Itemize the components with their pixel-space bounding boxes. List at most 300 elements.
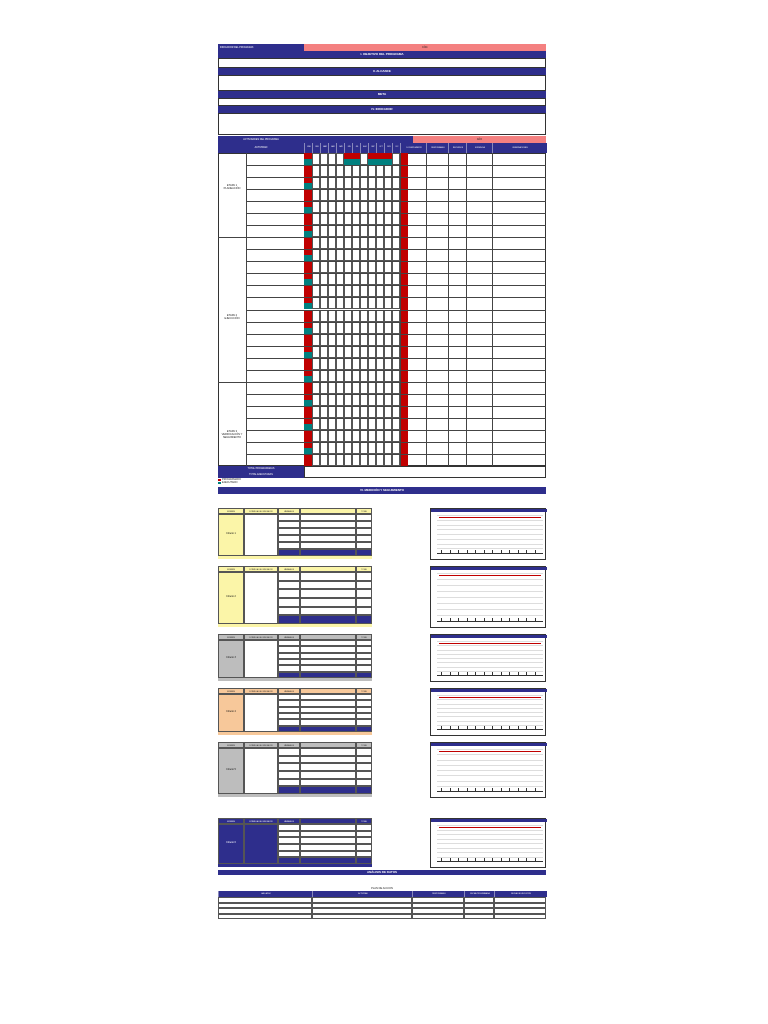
chart-tick (450, 550, 451, 554)
variable-cell (278, 837, 300, 844)
chart-tick (535, 550, 536, 554)
row-divider (246, 285, 546, 286)
chart-tick (492, 672, 493, 676)
chart-tick (441, 788, 442, 792)
total-cell (356, 542, 372, 549)
month-header: MAY (336, 143, 345, 153)
phase-divider (218, 237, 246, 238)
value-cell (300, 786, 356, 794)
value-cell (300, 581, 356, 590)
target-label: META (218, 91, 546, 98)
value-cell (300, 851, 356, 858)
indicator-chart (430, 818, 546, 868)
chart-tick (467, 858, 468, 862)
indicator-header-cell: VARIABLES (278, 742, 300, 748)
chart-tick (501, 858, 502, 862)
responsible-title: IV. INDICADOR (218, 106, 546, 113)
indicator-name-cell (218, 572, 244, 624)
indicator-header-cell: TOTAL (356, 634, 372, 640)
chart-tick (458, 858, 459, 862)
variable-cell (278, 535, 300, 542)
variable-cell (278, 572, 300, 581)
value-cell (300, 771, 356, 779)
indicator-formula-cell (244, 694, 278, 732)
indicator-chart (430, 688, 546, 736)
indicator-footer (218, 864, 372, 867)
month-header: ABR (328, 143, 337, 153)
chart-tick (509, 672, 510, 676)
analysis-title: ANÁLISIS DE DATOS (218, 870, 546, 875)
total-cell (356, 779, 372, 787)
chart-tick (535, 788, 536, 792)
variable-cell (278, 615, 300, 624)
indicator-block (218, 508, 546, 560)
value-cell (300, 857, 356, 864)
total-programmed: TOTAL PROGRAMADAS (218, 466, 304, 472)
chart-tick (484, 788, 485, 792)
total-cell (356, 607, 372, 616)
indicator-header-cell: VARIABLES (278, 634, 300, 640)
variable-cell (278, 542, 300, 549)
indicator-footer (218, 732, 372, 735)
row-divider (246, 334, 546, 335)
row-divider (246, 201, 546, 202)
variable-cell (278, 824, 300, 831)
chart-tick (467, 672, 468, 676)
chart-tick (484, 672, 485, 676)
indicator-block (218, 742, 546, 798)
chart-tick (509, 726, 510, 730)
value-cell (300, 528, 356, 535)
chart-tick (467, 726, 468, 730)
indicator-header-cell: TOTAL (356, 742, 372, 748)
chart-title-bar (431, 689, 547, 692)
chart-target-line (439, 575, 541, 576)
indicator-formula-cell (244, 748, 278, 794)
chart-tick (484, 550, 485, 554)
indicator-header-cell: FÓRMULA DEL INDICADOR (244, 818, 278, 824)
chart-tick (475, 858, 476, 862)
chart-tick (467, 550, 468, 554)
total-executed: TOTAL EJECUTADAS (218, 472, 304, 478)
chart-tick (475, 550, 476, 554)
schedule-right-header: EVIDENCIA (466, 143, 493, 153)
indicator-footer (218, 678, 372, 681)
chart-tick (441, 618, 442, 622)
indicator-row-label: Criterio 6 (226, 841, 236, 844)
indicator-name-cell (218, 514, 244, 556)
program-indicator-label: INDICADOR DEL PROGRAMA: (218, 44, 306, 51)
column-divider (426, 153, 427, 466)
indicator-header-cell: TOTAL (356, 818, 372, 824)
phase-1-label: ETAPA 1 PLANEACIÓN (223, 184, 241, 190)
indicator-formula-cell (244, 640, 278, 678)
variable-cell (278, 549, 300, 556)
chart-axis (437, 861, 543, 862)
variable-cell (278, 771, 300, 779)
totals-right (304, 466, 546, 478)
indicator-header-cell: TOTAL (356, 566, 372, 572)
indicators-notes (218, 494, 546, 506)
variable-cell (278, 521, 300, 528)
indicators-title: VI. MEDICIÓN Y SEGUIMIENTO (218, 487, 546, 494)
indicator-row-label: Criterio 2 (226, 595, 236, 598)
variable-cell (278, 844, 300, 851)
variable-cell (278, 763, 300, 771)
right-headers (400, 143, 546, 153)
indicator-footer (218, 556, 372, 559)
chart-tick (475, 618, 476, 622)
value-cell (300, 535, 356, 542)
phase-divider (218, 382, 246, 383)
total-cell (356, 771, 372, 779)
value-cell (300, 779, 356, 787)
indicator-header-cell: NOMBRE (218, 508, 244, 514)
chart-tick (484, 618, 485, 622)
row-divider (246, 310, 546, 311)
indicator-header-cell: TOTAL (356, 688, 372, 694)
indicator-header-cell: FÓRMULA DEL INDICADOR (244, 688, 278, 694)
row-divider (246, 177, 546, 178)
chart-title-bar (431, 743, 547, 746)
variable-cell (278, 756, 300, 764)
total-cell (356, 786, 372, 794)
phase-2-label: ETAPA 2 EJECUCIÓN (224, 314, 240, 320)
chart-tick (518, 726, 519, 730)
indicator-footer (218, 794, 372, 797)
legend-programmed-swatch (218, 479, 221, 481)
chart-tick (518, 788, 519, 792)
chart-tick (518, 618, 519, 622)
chart-tick (526, 858, 527, 862)
objective-box (218, 58, 546, 68)
indicator-block (218, 566, 546, 628)
variable-cell (278, 857, 300, 864)
variable-cell (278, 598, 300, 607)
row-divider (246, 297, 546, 298)
indicator-name-cell (218, 748, 244, 794)
indicator-chart (430, 742, 546, 798)
chart-tick (526, 726, 527, 730)
value-cell (300, 598, 356, 607)
indicator-footer (218, 624, 372, 627)
chart-tick (518, 672, 519, 676)
chart-tick (509, 788, 510, 792)
total-cell (356, 581, 372, 590)
indicator-header-cell: VARIABLES (278, 688, 300, 694)
chart-tick (441, 858, 442, 862)
chart-tick (509, 618, 510, 622)
indicator-row-label: Criterio 5 (226, 768, 236, 771)
chart-tick (535, 858, 536, 862)
chart-tick (509, 858, 510, 862)
chart-tick (535, 672, 536, 676)
indicator-chart (430, 508, 546, 560)
indicator-row-label: Criterio 3 (226, 656, 236, 659)
code-label: CÓD. (304, 44, 546, 51)
legend-executed-swatch (218, 482, 221, 484)
indicator-header-cell: FÓRMULA DEL INDICADOR (244, 634, 278, 640)
chart-tick (492, 858, 493, 862)
chart-axis (437, 553, 543, 554)
total-cell (356, 756, 372, 764)
total-cell (356, 521, 372, 528)
chart-tick (441, 726, 442, 730)
plan-cell (494, 914, 546, 920)
chart-target-line (439, 751, 541, 752)
column-divider (246, 153, 247, 466)
chart-tick (467, 618, 468, 622)
plan-title: PLAN DE ACCIÓN (371, 887, 393, 890)
total-cell (356, 837, 372, 844)
chart-tick (450, 858, 451, 862)
chart-tick (492, 550, 493, 554)
chart-title-bar (431, 509, 547, 512)
variable-cell (278, 514, 300, 521)
plan-header-cell: HALLAZGO (218, 891, 313, 897)
indicator-header-cell: NOMBRE (218, 566, 244, 572)
chart-tick (492, 618, 493, 622)
variable-cell (278, 528, 300, 535)
value-cell (300, 521, 356, 528)
chart-tick (450, 788, 451, 792)
month-header: SEP (368, 143, 377, 153)
legend-programmed: PROGRAMADO (222, 478, 242, 481)
total-cell (356, 598, 372, 607)
row-divider (246, 358, 546, 359)
total-cell (356, 824, 372, 831)
column-divider (466, 153, 467, 466)
variable-cell (278, 786, 300, 794)
chart-tick (526, 672, 527, 676)
plan-header-cell: ACTIVIDAD (312, 891, 413, 897)
total-cell (356, 615, 372, 624)
value-cell (300, 763, 356, 771)
row-divider (246, 165, 546, 166)
chart-tick (441, 550, 442, 554)
scope-box (218, 75, 546, 91)
indicator-header-cell: NOMBRE (218, 634, 244, 640)
chart-tick (501, 788, 502, 792)
indicator-header-cell: VARIABLES (278, 508, 300, 514)
row-divider (246, 430, 546, 431)
legend-executed: EJECUTADO (222, 481, 238, 484)
month-header: DIC (392, 143, 401, 153)
row-divider (246, 382, 546, 383)
value-cell (300, 589, 356, 598)
indicator-header-cell: VARIABLES (278, 566, 300, 572)
row-divider (246, 213, 546, 214)
total-cell (356, 831, 372, 838)
variable-cell (278, 779, 300, 787)
schedule-rows (218, 153, 546, 466)
plan-rows (218, 897, 546, 920)
chart-tick (526, 618, 527, 622)
variable-cell (278, 748, 300, 756)
column-divider (448, 153, 449, 466)
value-cell (300, 514, 356, 521)
indicator-row-label: Criterio 4 (226, 710, 236, 713)
indicator-formula-cell (244, 824, 278, 864)
value-cell (300, 837, 356, 844)
plan-cell (464, 914, 494, 920)
chart-tick (450, 672, 451, 676)
month-header: OCT (376, 143, 385, 153)
activities-header: ACTIVIDAD (218, 143, 304, 153)
chart-title-bar (431, 819, 547, 822)
chart-tick (501, 726, 502, 730)
schedule-right-header: OBSERVACIONES (492, 143, 547, 153)
chart-axis (437, 791, 543, 792)
plan-cell (218, 914, 312, 920)
total-cell (356, 535, 372, 542)
chart-axis (437, 729, 543, 730)
chart-axis (437, 675, 543, 676)
chart-tick (535, 618, 536, 622)
chart-axis (437, 621, 543, 622)
variable-cell (278, 831, 300, 838)
schedule-right-header: RESPONSABLE (426, 143, 449, 153)
row-divider (246, 273, 546, 274)
total-cell (356, 549, 372, 556)
value-cell (300, 615, 356, 624)
months-row (304, 143, 400, 153)
schedule-left-header: ACTIVIDADES DEL PROGRAMA (218, 136, 304, 143)
chart-tick (475, 788, 476, 792)
chart-tick (492, 726, 493, 730)
value-cell (300, 542, 356, 549)
value-cell (300, 831, 356, 838)
schedule-right-header: RECURSOS (448, 143, 467, 153)
indicator-header-cell: NOMBRE (218, 742, 244, 748)
column-divider (400, 153, 401, 466)
chart-title-bar (431, 567, 547, 570)
indicator-block (218, 818, 546, 868)
row-divider (246, 225, 546, 226)
row-divider (246, 406, 546, 407)
indicator-header-cell: TOTAL (356, 508, 372, 514)
row-divider (246, 189, 546, 190)
indicator-name-cell (218, 640, 244, 678)
variable-cell (278, 581, 300, 590)
row-divider (246, 249, 546, 250)
row-divider (246, 454, 546, 455)
total-cell (356, 514, 372, 521)
row-divider (246, 442, 546, 443)
plan-header-cell: FECHA DE EJECUCIÓN (494, 891, 547, 897)
total-cell (356, 589, 372, 598)
month-header: JUN (344, 143, 353, 153)
chart-tick (458, 788, 459, 792)
total-cell (356, 844, 372, 851)
indicator-header-cell: NOMBRE (218, 818, 244, 824)
chart-tick (450, 618, 451, 622)
indicator-name-cell (218, 694, 244, 732)
row-divider (246, 322, 546, 323)
total-cell (356, 763, 372, 771)
month-header: NOV (384, 143, 393, 153)
chart-title-bar (431, 635, 547, 638)
month-header: JUL (352, 143, 361, 153)
schedule-right-header: % CUMPLIMIENTO (400, 143, 427, 153)
chart-tick (484, 858, 485, 862)
plan-cell (412, 914, 464, 920)
plan-cell (312, 914, 412, 920)
indicator-block (218, 634, 546, 682)
chart-tick (535, 726, 536, 730)
chart-tick (509, 550, 510, 554)
indicator-header-cell: NOMBRE (218, 688, 244, 694)
chart-target-line (439, 643, 541, 644)
row-divider (246, 418, 546, 419)
value-cell (300, 844, 356, 851)
total-cell (356, 857, 372, 864)
chart-tick (526, 788, 527, 792)
chart-tick (518, 858, 519, 862)
chart-tick (450, 726, 451, 730)
indicator-formula-cell (244, 514, 278, 556)
value-cell (300, 824, 356, 831)
chart-tick (501, 550, 502, 554)
value-cell (300, 607, 356, 616)
chart-tick (458, 672, 459, 676)
month-header: ENE (304, 143, 313, 153)
row-divider (246, 370, 546, 371)
phase-3-label: ETAPA 3 VERIFICACIÓN Y SEGUIMIENTO (221, 430, 243, 439)
indicator-chart (430, 566, 546, 628)
total-cell (356, 572, 372, 581)
indicator-header-cell: FÓRMULA DEL INDICADOR (244, 566, 278, 572)
indicator-name-cell (218, 824, 244, 864)
chart-tick (526, 550, 527, 554)
indicator-header-cell: FÓRMULA DEL INDICADOR (244, 742, 278, 748)
chart-tick (475, 726, 476, 730)
chart-tick (441, 672, 442, 676)
total-cell (356, 851, 372, 858)
chart-tick (492, 788, 493, 792)
indicator-row-label: Criterio 1 (226, 532, 236, 535)
variable-cell (278, 589, 300, 598)
indicator-formula-cell (244, 572, 278, 624)
value-cell (300, 572, 356, 581)
indicator-block (218, 688, 546, 736)
chart-tick (484, 726, 485, 730)
chart-tick (501, 618, 502, 622)
target-box (218, 98, 546, 106)
chart-tick (458, 550, 459, 554)
chart-tick (518, 550, 519, 554)
plan-header-cell: RESPONSABLE (412, 891, 465, 897)
value-cell (300, 549, 356, 556)
spreadsheet-page (218, 44, 546, 920)
chart-tick (458, 618, 459, 622)
year-label: AÑO (413, 136, 546, 143)
chart-tick (475, 672, 476, 676)
row-divider (246, 261, 546, 262)
total-cell (356, 528, 372, 535)
row-divider (246, 237, 546, 238)
indicator-header-cell: VARIABLES (278, 818, 300, 824)
row-divider (246, 394, 546, 395)
value-cell (300, 748, 356, 756)
value-cell (300, 756, 356, 764)
indicator-box (218, 113, 546, 135)
variable-cell (278, 607, 300, 616)
chart-tick (458, 726, 459, 730)
indicator-blocks (218, 508, 546, 868)
column-divider (492, 153, 493, 466)
objective-title: I. OBJETIVO DEL PROGRAMA (218, 51, 546, 58)
